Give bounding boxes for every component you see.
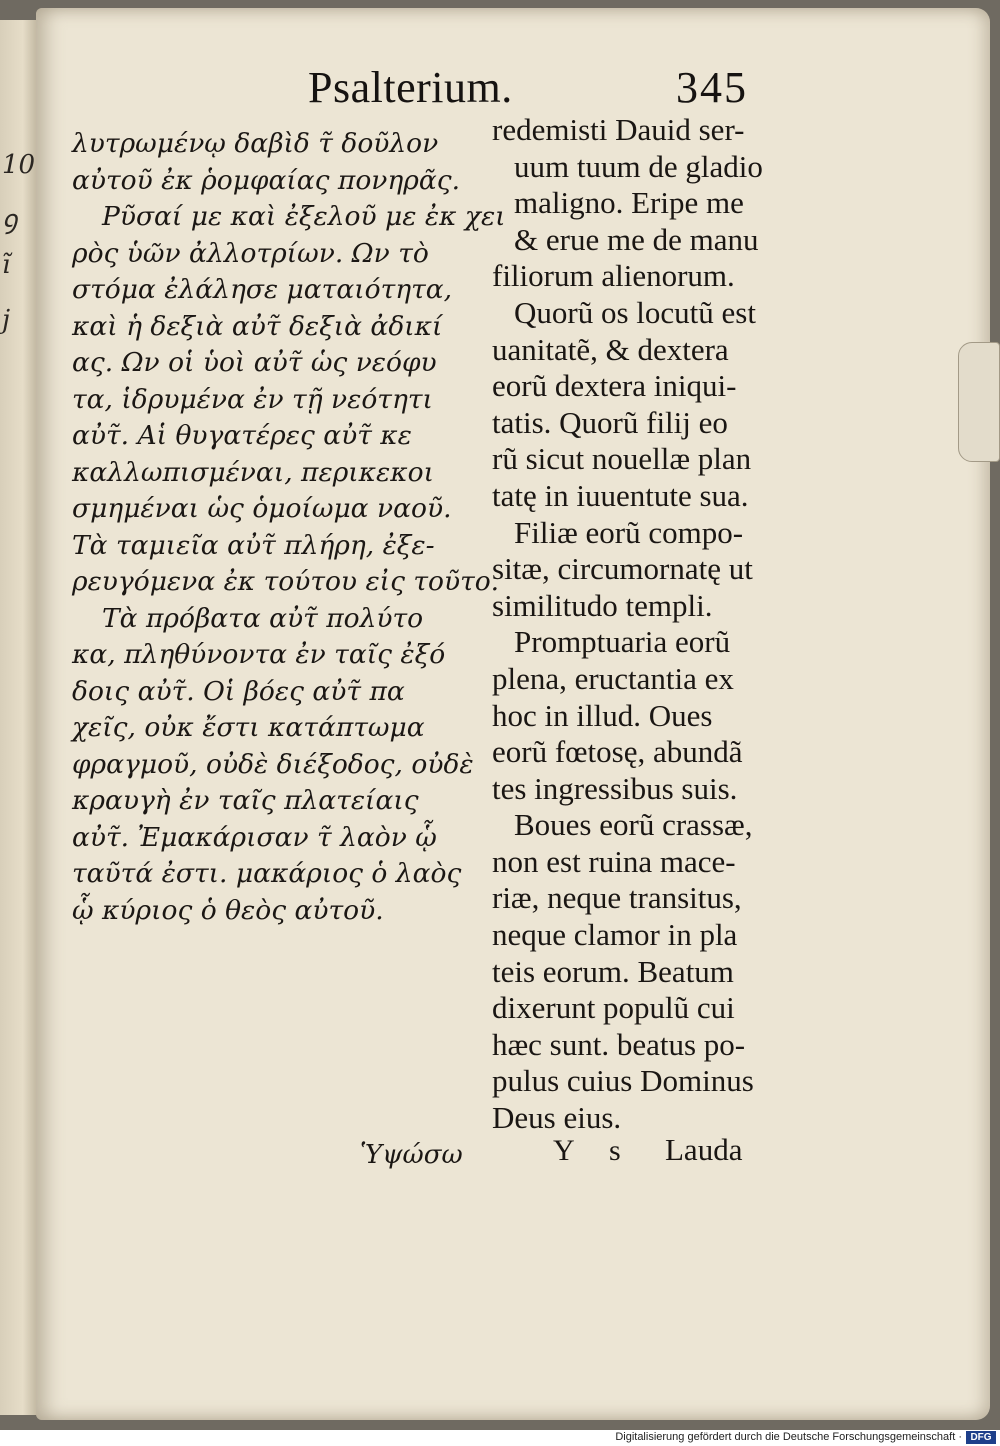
greek-line: καὶ ἡ δεξιὰ αὐτ̃ δεξιὰ ἀδικί xyxy=(72,310,443,342)
greek-line: σμημέναι ὡς ὁμοίωμα ναοῦ. xyxy=(72,493,452,524)
latin-line: filiorum alienorum. xyxy=(492,258,735,294)
latin-line: sitæ, circumornatę ut xyxy=(492,551,753,587)
greek-line: χεῖς, οὐκ ἔστι κατάπτωμα xyxy=(72,712,425,743)
latin-line: Filiæ eorũ compo- xyxy=(514,514,744,550)
latin-line: Promptuaria eorũ xyxy=(514,624,731,660)
greek-line: αὐτ̃. Αἱ θυγατέρες αὐτ̃ κε xyxy=(72,420,412,451)
previous-page-fragment: j xyxy=(2,305,11,335)
running-head: Psalterium. xyxy=(308,63,513,112)
page-tab-marker xyxy=(958,342,1000,462)
page-header xyxy=(0,62,1000,112)
greek-line: κραυγὴ ἐν ταῖς πλατείαις xyxy=(72,785,419,816)
latin-line: hoc in illud. Oues xyxy=(492,697,713,733)
previous-page-fragment: ĩ xyxy=(2,250,11,280)
greek-line: Τὰ πρόβατα αὐτ̃ πολύτο xyxy=(102,602,424,634)
greek-line: στόμα ἐλάλησε ματαιότητα, xyxy=(72,274,453,305)
latin-line: Boues eorũ crassæ, xyxy=(514,807,753,843)
greek-line: κα, πληθύνοντα ἐν ταῖς ἐξό xyxy=(72,639,446,670)
latin-line: tes ingressibus suis. xyxy=(492,770,738,806)
latin-line: pulus cuius Dominus xyxy=(492,1063,754,1099)
previous-page-edge xyxy=(0,20,39,1415)
latin-line: hæc sunt. beatus po- xyxy=(492,1026,746,1062)
latin-line: Deus eius. xyxy=(492,1100,622,1136)
latin-line: rũ sicut nouellæ plan xyxy=(492,441,752,477)
greek-line: φραγμοῦ, οὐδὲ διέξοδος, οὐδὲ xyxy=(72,748,474,780)
greek-line: αὐτ̃. Ἐμακάρισαν τ̃ λαὸν ᾧ xyxy=(72,821,437,853)
latin-line: similitudo templi. xyxy=(492,587,713,623)
greek-catchword: Ὑψώσω xyxy=(360,1140,463,1170)
latin-text-column xyxy=(492,112,782,1137)
previous-page-fragment: ꝯ xyxy=(2,205,18,235)
greek-line: ταῦτά ἐστι. μακάριος ὁ λαὸς xyxy=(72,858,462,889)
latin-line: tatę in iuuentute sua. xyxy=(492,477,749,513)
latin-line: Quorũ os locutũ est xyxy=(514,294,756,330)
latin-line: maligno. Eripe me xyxy=(514,185,744,221)
latin-line: neque clamor in pla xyxy=(492,917,738,953)
digitization-footer xyxy=(0,1430,1000,1446)
signature-mark: Y s xyxy=(553,1134,635,1167)
greek-line: ρὸς ὑῶν ἀλλοτρίων. Ων τὸ xyxy=(72,237,429,269)
latin-line: & erue me de manu xyxy=(514,221,759,257)
funding-credit: Digitalisierung gefördert durch die Deutsche Forschungsgemeinschaft · xyxy=(615,1431,962,1443)
latin-line: tatis. Quorũ filij eo xyxy=(492,404,728,440)
greek-line: Ρῦσαί με καὶ ἐξελοῦ με ἐκ χει xyxy=(102,201,506,232)
latin-line: eorũ dextera iniqui- xyxy=(492,368,737,404)
greek-line: ᾧ κύριος ὁ θεὸς αὐτοῦ. xyxy=(72,894,384,926)
latin-line: uum tuum de gladio xyxy=(514,148,763,184)
latin-line: eorũ fœtosę, abundã xyxy=(492,734,743,770)
greek-line: τα, ἱδρυμένα ἐν τῇ νεότητι xyxy=(72,383,433,415)
greek-line: καλλωπισμέναι, περικεκοι xyxy=(72,456,434,488)
latin-line: non est ruina mace- xyxy=(492,843,736,879)
previous-page-fragment: 10 xyxy=(2,150,36,180)
page-number: 345 xyxy=(676,63,748,112)
greek-text-column xyxy=(72,126,506,929)
greek-line: ας. Ων οἱ ὑοὶ αὐτ̃ ὡς νεόφυ xyxy=(72,347,437,378)
greek-line: δοις αὐτ̃. Οἱ βόες αὐτ̃ πα xyxy=(72,675,405,707)
latin-line: uanitatẽ, & dextera xyxy=(492,331,729,367)
latin-line: dixerunt populũ cui xyxy=(492,990,735,1026)
greek-line: Τὰ ταμιεῖα αὐτ̃ πλήρη, ἐξε- xyxy=(72,529,435,561)
latin-line: riæ, neque transitus, xyxy=(492,880,742,916)
greek-line: αὐτοῦ ἐκ ῥομφαίας πονηρᾶς. xyxy=(72,164,461,196)
latin-line: redemisti Dauid ser- xyxy=(492,112,745,147)
greek-line: ρευγόμενα ἐκ τούτου εἰς τοῦτο. xyxy=(72,566,500,597)
latin-line: plena, eructantia ex xyxy=(492,660,734,696)
dfg-logo: DFG xyxy=(966,1431,996,1444)
latin-catchword: Lauda xyxy=(665,1132,743,1167)
latin-line: teis eorum. Beatum xyxy=(492,953,734,989)
greek-line: λυτρωμένῳ δαβὶδ τ̃ δοῦλον xyxy=(72,128,439,159)
